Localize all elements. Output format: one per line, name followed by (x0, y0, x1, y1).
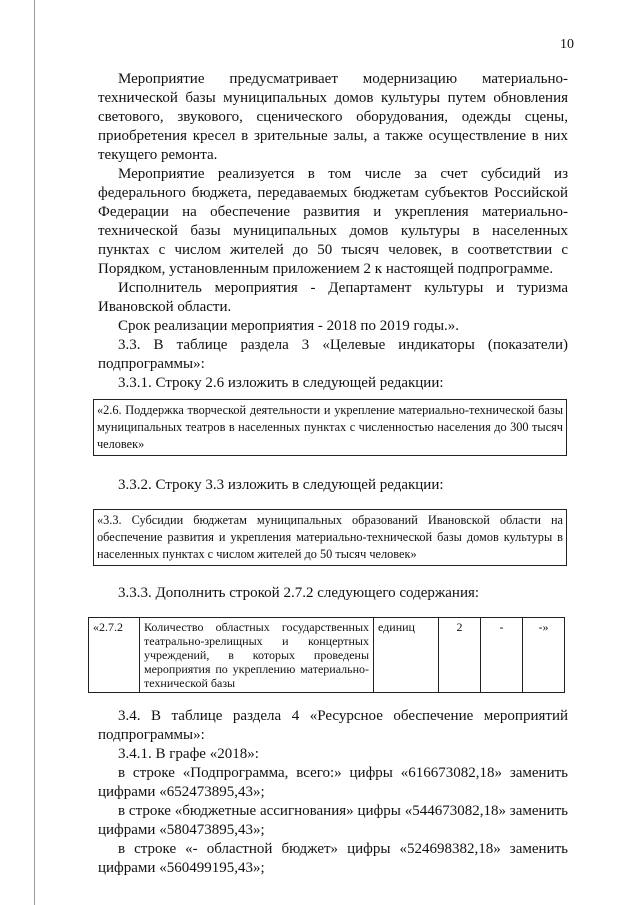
table-row (89, 618, 565, 693)
paragraph: 3.3.2. Строку 3.3 изложить в следующей редакции: (118, 477, 444, 493)
quoted-row-3-3: «3.3. Субсидии бюджетам муниципальных образований Ивановской области на обеспечение развития и укрепления материально-технической базы домов культуры в населенных пунктах с числом жителей до 50 тысяч человек» (93, 509, 567, 566)
document-body (93, 0, 568, 898)
paragraph: Исполнитель мероприятия - Департамент культуры и туризма Ивановской области. (98, 280, 568, 315)
paragraph: в строке «бюджетные ассигнования» цифры «544673082,18» заменить цифрами «580473895,43»; (98, 803, 568, 838)
table-cell-value: - (481, 618, 523, 693)
table-cell-value: -» (523, 618, 565, 693)
paragraph: 3.3.3. Дополнить строкой 2.7.2 следующего содержания: (118, 585, 480, 601)
paragraph: Мероприятие реализуется в том числе за счет субсидий из федерального бюджета, передаваемых бюджетам субъектов Российской Федерации на обеспечение развития и укрепления материально-технической базы муниципальных домов культуры в населенных пунктах с числом жителей до 50 тысяч человек, в соответствии с Порядком, установленным приложением 2 к настоящей подпрограмме. (98, 166, 568, 277)
indicator-table (88, 617, 565, 693)
scan-margin-line (34, 0, 35, 905)
table-cell-number: «2.7.2 (89, 618, 140, 693)
paragraph: 3.4. В таблице раздела 4 «Ресурсное обеспечение мероприятий подпрограммы»: (98, 708, 568, 743)
paragraph: 3.3.1. Строку 2.6 изложить в следующей редакции: (118, 375, 444, 391)
page-number: 10 (560, 37, 574, 52)
paragraph: 3.3. В таблице раздела 3 «Целевые индикаторы (показатели) подпрограммы»: (98, 337, 568, 372)
table-cell-unit: единиц (374, 618, 439, 693)
paragraph: Срок реализации мероприятия - 2018 по 2019 годы.». (118, 318, 460, 334)
quoted-row-2-6: «2.6. Поддержка творческой деятельности и укрепление материально-технической базы муниципальных театров в населенных пунктах с численностью населения до 300 тысяч человек» (93, 399, 567, 456)
paragraph: в строке «Подпрограмма, всего:» цифры «616673082,18» заменить цифрами «652473895,43»; (98, 765, 568, 800)
paragraph: в строке «- областной бюджет» цифры «524698382,18» заменить цифрами «560499195,43»; (98, 841, 568, 876)
paragraph: 3.4.1. В графе «2018»: (118, 746, 259, 762)
paragraph: Мероприятие предусматривает модернизацию материально-технической базы муниципальных домов культуры путем обновления светового, звукового, сценического оборудования, одежды сцены, приобретения кресел в зрительные залы, а также осуществление в них текущего ремонта. (98, 71, 568, 163)
table-cell-value: 2 (439, 618, 481, 693)
table-cell-name: Количество областных государственных театрально-зрелищных и концертных учреждений, в которых проведены мероприятия по укреплению материально-технической базы (140, 618, 374, 693)
